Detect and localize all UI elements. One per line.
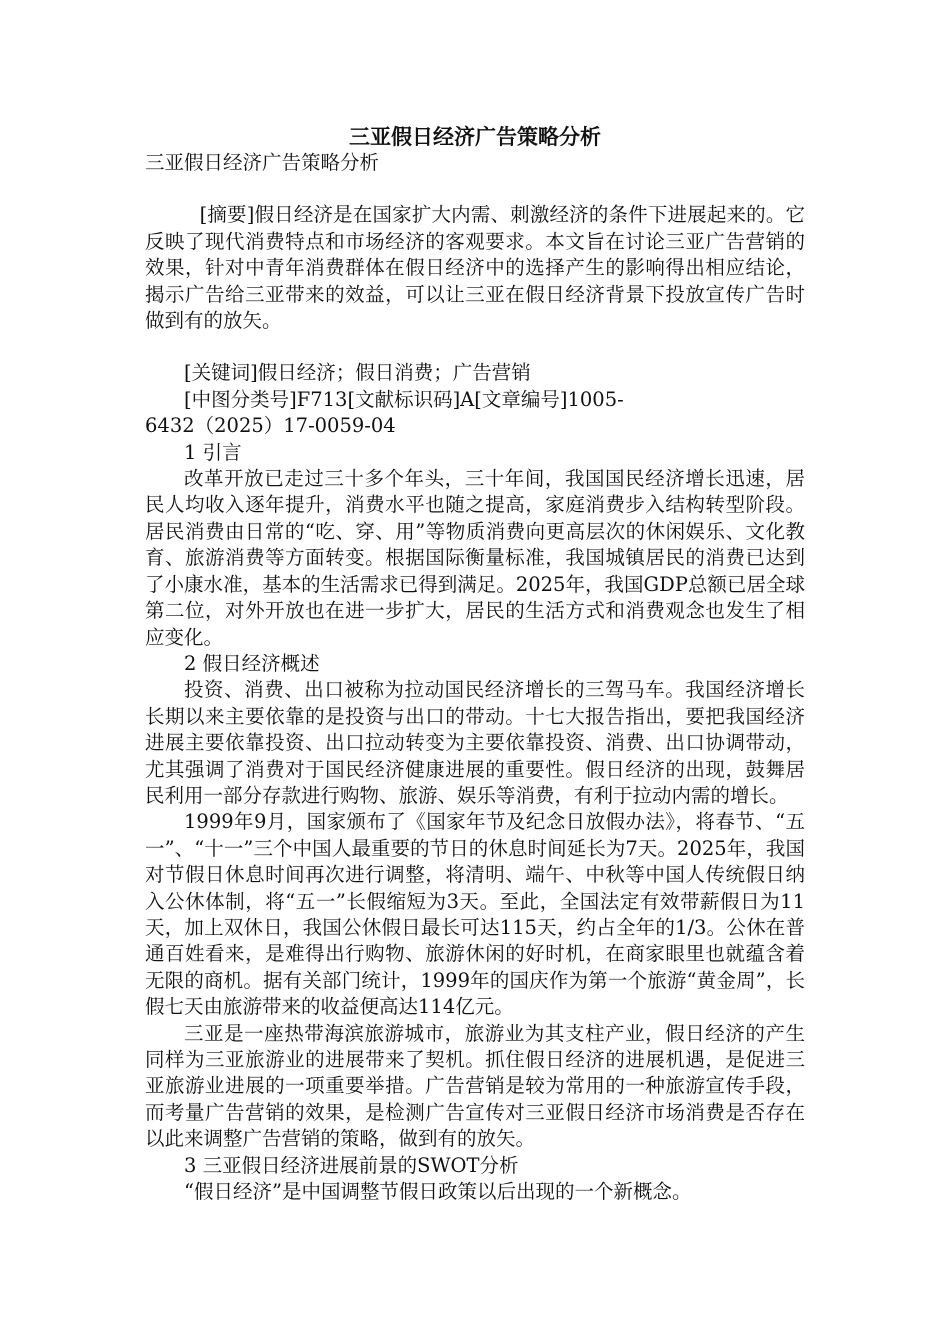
section-heading-swot: 3 三亚假日经济进展前景的SWOT分析 xyxy=(184,1153,519,1177)
body-paragraph: “假日经济”是中国调整节假日政策以后出现的一个新概念。 xyxy=(184,1180,692,1204)
article-number-line: 6432（2025）17-0059-04 xyxy=(145,414,396,438)
document-title: 三亚假日经济广告策略分析 xyxy=(349,124,601,149)
body-paragraph: 三亚是一座热带海滨旅游城市，旅游业为其支柱产业，假日经济的产生同样为三亚旅游业的进展带来了契机。抓住假日经济的进展机遇，是促进三亚旅游业进展的一项重要举措。广告营销是较为常用的一种旅游宣传手段，而考量广告营销的效果，是检测广告宣传对三亚假日经济市场消费是否存在以此来调整广告营销的策略，做到有的放矢。 xyxy=(145,1021,805,1151)
body-paragraph: 投资、消费、出口被称为拉动国民经济增长的三驾马车。我国经济增长长期以来主要依靠的是投资与出口的带动。十七大报告指出，要把我国经济进展主要依靠投资、出口拉动转变为主要依靠投资、消费、出口协调带动，尤其强调了消费对于国民经济健康进展的重要性。假日经济的出现，鼓舞居民利用一部分存款进行购物、旅游、娱乐等消费，有利于拉动内需的增长。 xyxy=(145,678,805,807)
document-subtitle: 三亚假日经济广告策略分析 xyxy=(145,151,380,174)
section-heading-overview: 2 假日经济概述 xyxy=(184,651,320,675)
keywords-line: [关键词]假日经济；假日消费；广告营销 xyxy=(184,361,531,385)
spacer xyxy=(145,334,805,360)
document-body xyxy=(145,150,805,1205)
abstract-paragraph: [摘要]假日经济是在国家扩大内需、刺激经济的条件下进展起来的。它反映了现代消费特点和市场经济的客观要求。本文旨在讨论三亚广告营销的效果，针对中青年消费群体在假日经济中的选择产生的影响得出相应结论，揭示广告给三亚带来的效益，可以让三亚在假日经济背景下投放宣传广告时做到有的放矢。 xyxy=(145,203,805,333)
spacer xyxy=(145,176,805,202)
section-heading-introduction: 1 引言 xyxy=(184,440,242,464)
classification-line: [中图分类号]F713[文献标识码]A[文章编号]1005- xyxy=(184,387,624,411)
body-paragraph: 1999年9月，国家颁布了《国家年节及纪念日放假办法》，将春节、“五一”、“十一”三个中国人最重要的节日的休息时间延长为7天。2025年，我国对节假日休息时间再次进行调整，将清明、端午、中秋等中国人传统假日纳入公休体制，将“五一”长假缩短为3天。至此，全国法定有效带薪假日为11天，加上双休日，我国公休假日最长可达115天，约占全年的1/3。公休在普通百姓看来，是难得出行购物、旅游休闲的好时机，在商家眼里也就蕴含着无限的商机。据有关部门统计，1999年的国庆作为第一个旅游“黄金周”，长假七天由旅游带来的收益便高达114亿元。 xyxy=(145,810,805,1019)
body-paragraph: 改革开放已走过三十多个年头，三十年间，我国国民经济增长迅速，居民人均收入逐年提升，消费水平也随之提高，家庭消费步入结构转型阶段。居民消费由日常的“吃、穿、用”等物质消费向更高层次的休闲娱乐、文化教育、旅游消费等方面转变。根据国际衡量标准，我国城镇居民的消费已达到了小康水准，基本的生活需求已得到满足。2025年，我国GDP总额已居全球第二位，对外开放也在进一步扩大，居民的生活方式和消费观念也发生了相应变化。 xyxy=(145,467,805,649)
